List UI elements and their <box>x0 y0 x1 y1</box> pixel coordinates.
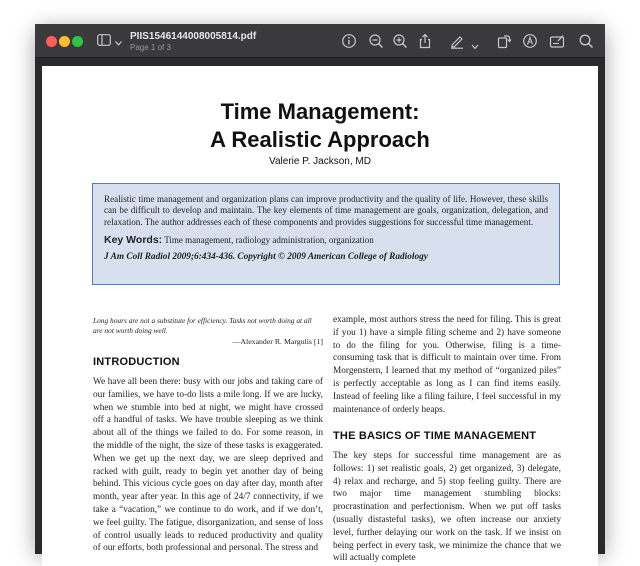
pdf-page <box>42 66 598 566</box>
maximize-button[interactable] <box>72 36 83 47</box>
abstract-box <box>92 183 560 285</box>
markup-icon[interactable] <box>522 33 538 49</box>
title-bar <box>35 24 605 58</box>
basics-heading: THE BASICS OF TIME MANAGEMENT <box>333 430 537 442</box>
minimize-button[interactable] <box>59 36 70 47</box>
paper-title-line2: A Realistic Approach <box>210 127 430 152</box>
sidebar-toggle-button[interactable] <box>97 33 122 51</box>
preview-window <box>35 24 605 564</box>
citation-line: J Am Coll Radiol 2009;6:434-436. Copyright © 2009 American College of Radiology <box>104 251 428 262</box>
chevron-down-icon[interactable] <box>471 37 479 45</box>
zoom-in-icon[interactable] <box>392 33 408 49</box>
form-icon[interactable] <box>549 33 565 49</box>
keywords-label: Key Words: <box>104 233 163 246</box>
keywords-text: Time management, radiology administration, organization <box>164 234 374 245</box>
close-button[interactable] <box>46 36 57 47</box>
document-viewer[interactable] <box>35 59 605 564</box>
paper-author: Valerie P. Jackson, MD <box>269 156 371 167</box>
basics-text: The key steps for successful time management are as follows: 1) set realistic goals, 2) get organized, 3) delegate, 4) relax and recharge, and 5) stop feeling guilty. There are two major time management stumbling blocks: procrastination and perfectionism. When we put off tasks (usually distasteful tasks), we often increase our anxiety level, further delaying our work on the task. If we insist on being perfect in every task, we minimize the chance that we will actually complete <box>333 451 561 564</box>
epigraph-attribution: —Alexander R. Margulis [1] <box>232 337 323 346</box>
page-indicator: Page 1 of 3 <box>130 43 171 52</box>
info-icon[interactable] <box>341 33 357 49</box>
right-column-text: example, most authors stress the need for filing. This is great if you 1) have a simple filing scheme and 2) have someone to do the filing for you. Otherwise, filing is a time-consuming task that is difficult to maintain over time. From Morgenstern, I learned that my method of “organized piles” is perfectly acceptable as long as I can find items easily. Instead of feeling like a filing failure, I feel successful in my maintenance of orderly heaps. <box>333 315 561 415</box>
intro-text: We have all been there: busy with our jobs and taking care of our families, we have to-do lists a mile long. If we are lucky, when we stumble into bed at night, we might have crossed off a handful of tasks. We have trouble sleeping as we think about all of the things we failed to do. For some reason, in the middle of the night, the size of these tasks is exaggerated. When we get up the next day, we are sleep deprived and racked with guilt, ready to begin yet another day of being behind. This vicious cycle goes on day after day, month after month, year after year. In this age of 24/7 connectivity, if we take a “vacation,” we continue to do work, and if we don’t, we feel guilty. The fatigue, disorganization, and sense of loss of control usually leads to reduced productivity and quality of our efforts, both professional and personal. The stress and <box>93 377 323 554</box>
zoom-out-icon[interactable] <box>368 33 384 49</box>
abstract-text: Realistic time management and organization plans can improve productivity and the quality of life. However, these skills can be difficult to develop and maintain. The key elements of time management are goals, organization, delegation, and relaxation. The author addresses each of these components and provides suggestions for successful time management. <box>104 194 548 227</box>
rotate-icon[interactable] <box>496 33 512 49</box>
keywords-line <box>104 234 548 246</box>
document-name: PIIS1546144008005814.pdf <box>130 31 257 42</box>
intro-heading: INTRODUCTION <box>93 356 180 368</box>
search-icon[interactable] <box>578 33 594 49</box>
sidebar-icon <box>97 33 111 51</box>
paper-title-line1: Time Management: <box>220 99 420 124</box>
share-icon[interactable] <box>417 33 433 49</box>
highlight-icon[interactable] <box>449 33 465 49</box>
document-title <box>130 31 256 53</box>
chevron-down-icon <box>115 33 122 51</box>
epigraph-quote: Long hours are not a substitute for efficiency. Tasks not worth doing at all are not worth doing well. <box>93 316 312 335</box>
